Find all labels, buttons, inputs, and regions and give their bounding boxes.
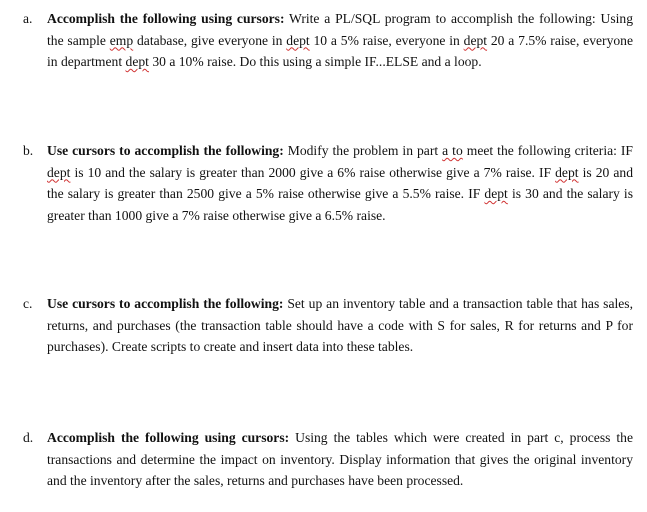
item-letter: b.	[23, 143, 34, 158]
item-heading: Accomplish the following using cursors:	[47, 11, 285, 26]
spellcheck-word: dept	[286, 32, 310, 48]
question-text	[47, 427, 633, 492]
text-segment: 20 a 7.5% raise, everyone in department	[47, 32, 633, 69]
text-segment: is 30 and the salary is greater than 1000 give a 7% raise otherwise give a 6.5% raise.	[47, 186, 633, 223]
text-segment: meet the following criteria: IF	[462, 143, 633, 158]
item-letter: c.	[23, 296, 33, 311]
spellcheck-word: dept	[125, 54, 149, 69]
item-letter: d.	[23, 430, 34, 445]
text-segment: is 20 and the salary is greater than 2500 give a 5% raise otherwise give a 5.5% raise. IF	[47, 164, 633, 201]
question-text	[47, 140, 633, 226]
text-segment: Modify the problem in part	[283, 143, 443, 158]
item-heading: Use cursors to accomplish the following:	[47, 296, 284, 311]
spellcheck-word: dept	[47, 164, 71, 180]
text-segment: 30 a 10% raise. Do this using a simple IF...ELSE and a loop.	[148, 54, 482, 69]
item-letter: a.	[23, 11, 33, 26]
question-text	[47, 8, 633, 73]
spellcheck-word: dept	[463, 32, 488, 48]
text-segment: Set up an inventory table and a transaction table that has sales, returns, and purchases (the transaction table should have a code with S for sales, R for returns and P for purchases). Create scripts to create and insert data into these tables.	[47, 296, 633, 354]
text-segment: is 10 and the salary is greater than 2000 give a 6% raise otherwise give a 7% raise. IF	[70, 164, 556, 180]
item-heading: Accomplish the following using cursors:	[47, 430, 290, 445]
spellcheck-word: dept	[484, 186, 508, 201]
question-text	[47, 293, 633, 358]
text-segment: database, give everyone in	[133, 32, 287, 48]
text-segment: Write a PL/SQL program to accomplish the following: Using the sample	[47, 11, 633, 48]
spellcheck-word: emp	[109, 32, 134, 48]
text-segment: Using the tables which were created in part c, process the transactions and determine the impact on inventory. Display information that gives the original inventory and the inventory after the sales, returns and purchases have been processed.	[47, 430, 634, 488]
spellcheck-word: dept	[555, 164, 579, 180]
item-heading: Use cursors to accomplish the following:	[47, 143, 284, 158]
spellcheck-word: a to	[442, 143, 463, 158]
text-segment: 10 a 5% raise, everyone in	[309, 32, 464, 48]
